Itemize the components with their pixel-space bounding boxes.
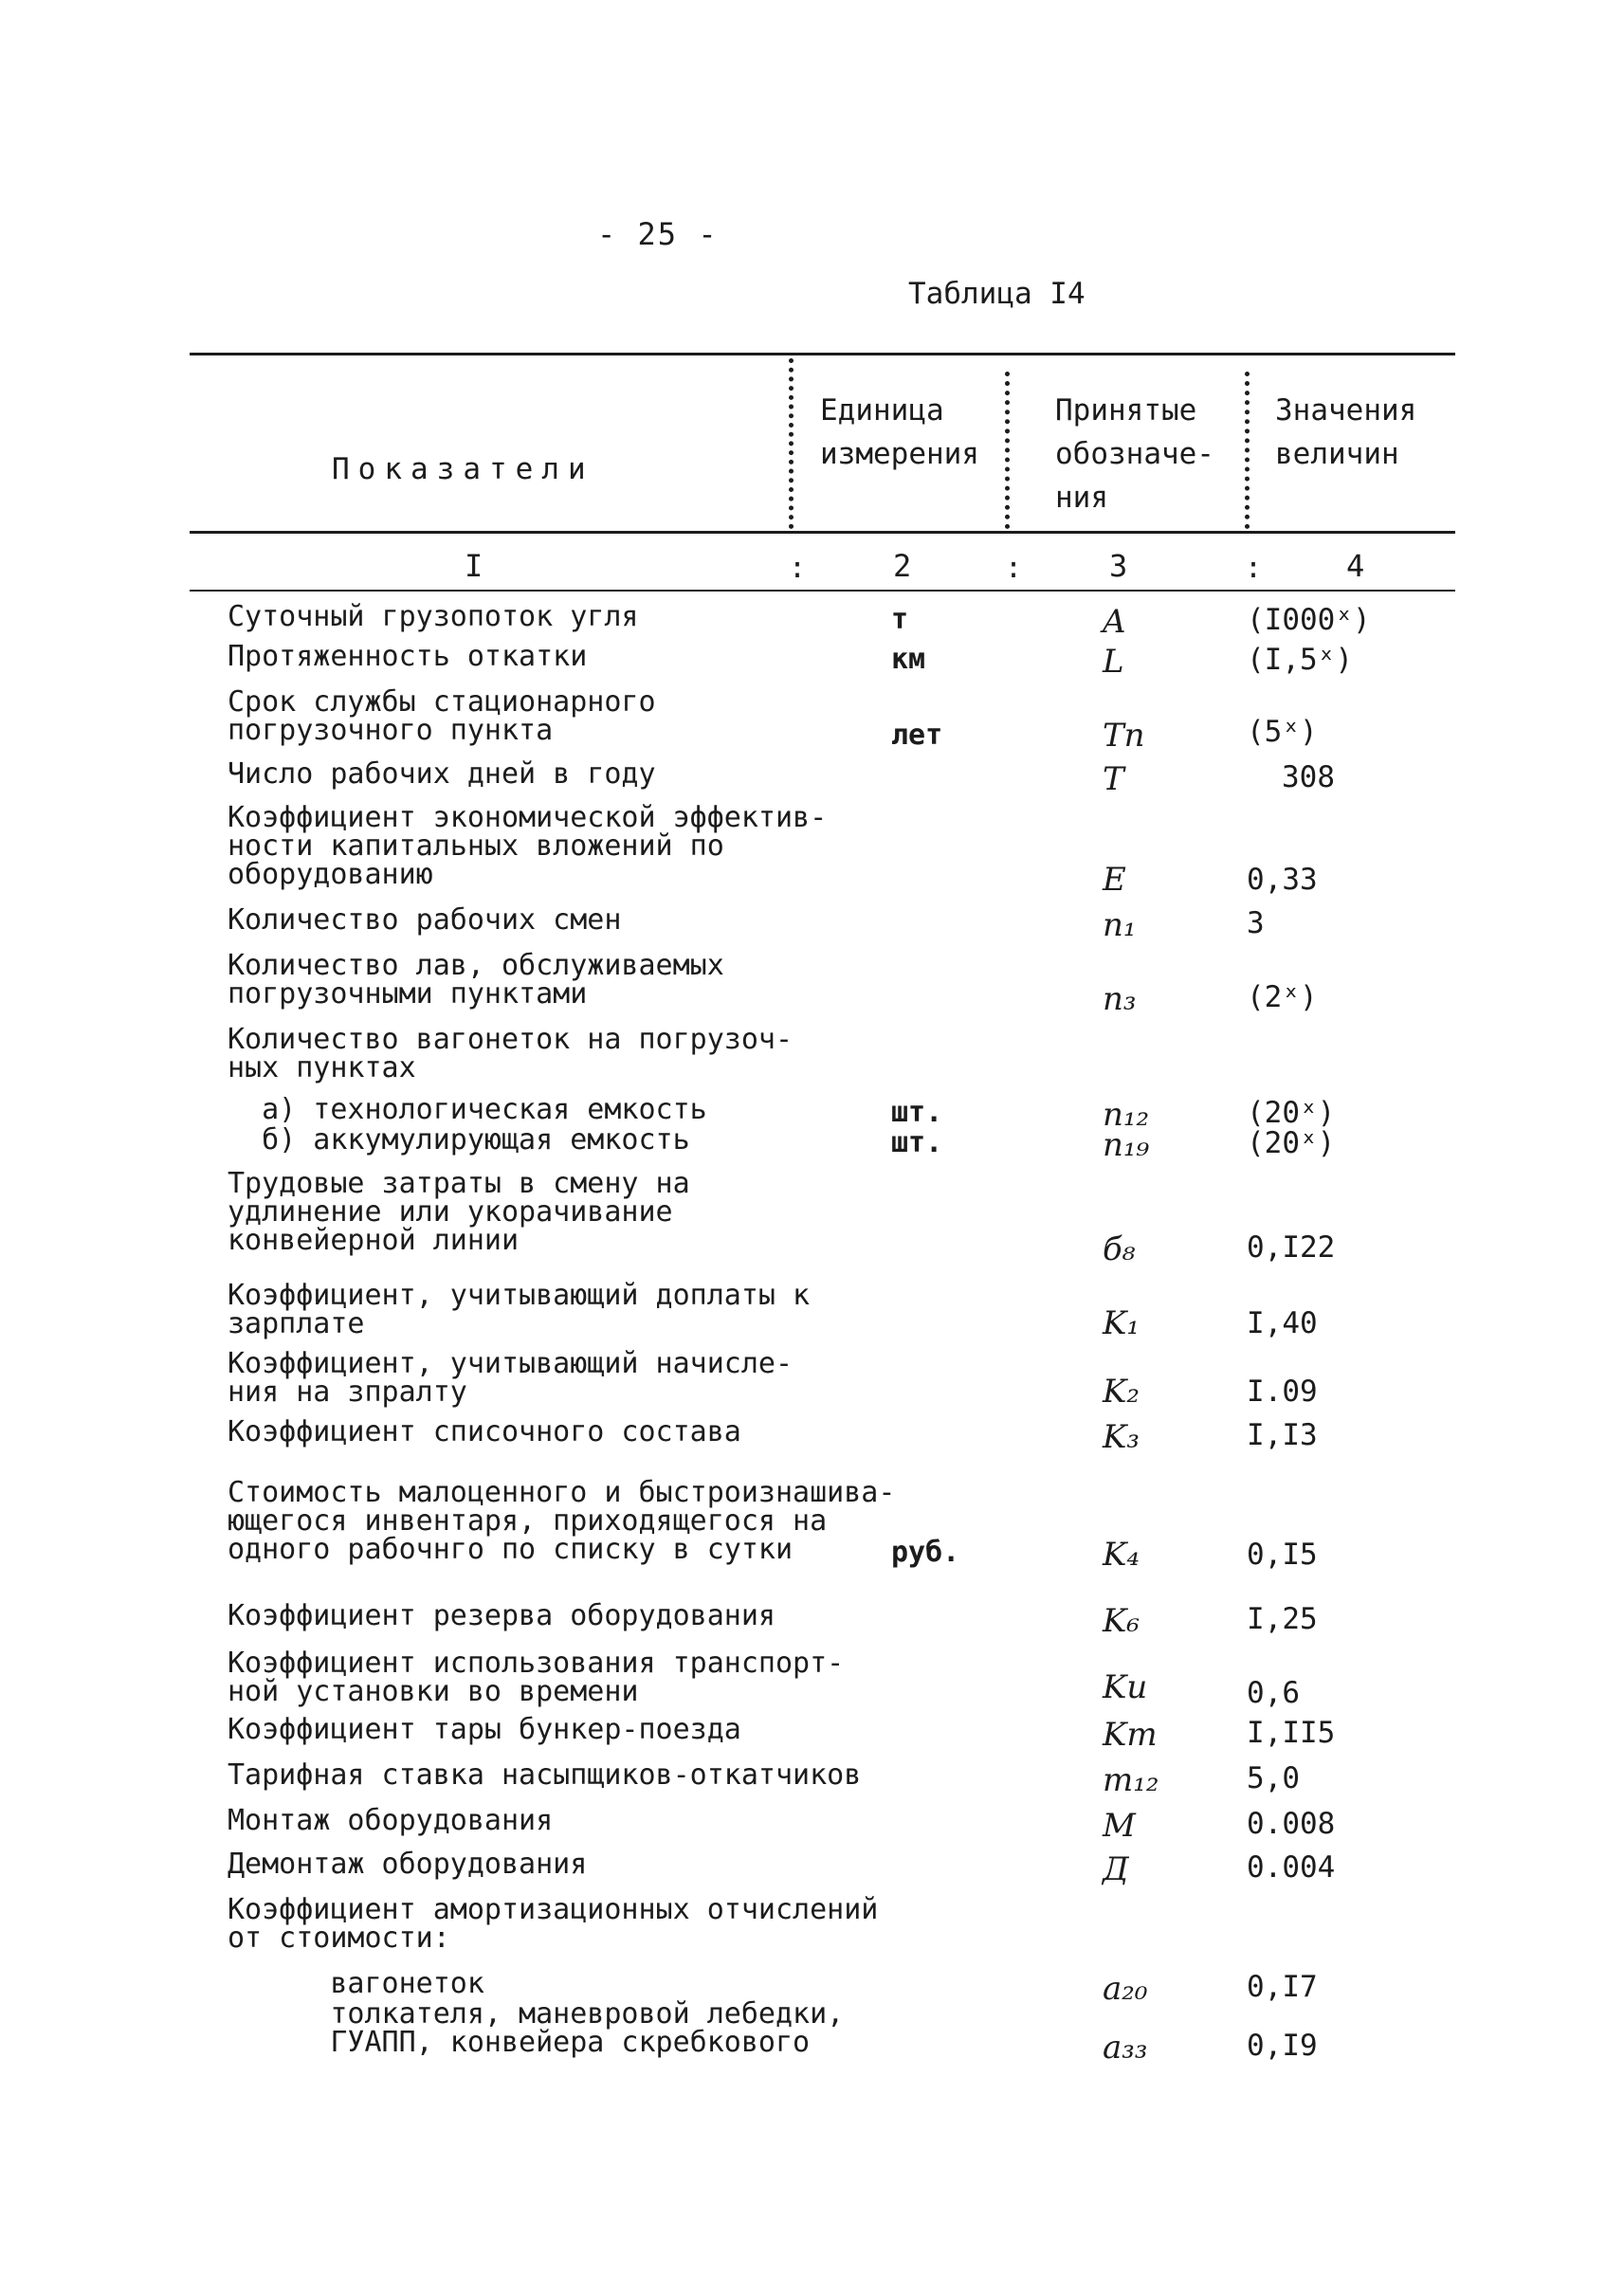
column-separator (1245, 372, 1250, 529)
column-number-separator: : (1005, 552, 1023, 585)
row-symbol: Kи (1103, 1668, 1148, 1706)
row-symbol: a₂₀ (1103, 1970, 1148, 2008)
header-rule (190, 531, 1455, 534)
row-value: 0,I9 (1247, 2029, 1318, 2063)
row-value: I,I3 (1247, 1418, 1318, 1452)
row-symbol: Д (1103, 1850, 1129, 1888)
number-rule (190, 590, 1455, 592)
row-label: Коэффициент списочного состава (228, 1415, 741, 1448)
top-rule (190, 353, 1455, 355)
column-number-separator: : (789, 552, 807, 585)
row-value: 0,6 (1247, 1676, 1300, 1710)
row-label: Демонтаж оборудования (228, 1848, 588, 1881)
table-title: Таблица I4 (908, 277, 1086, 311)
row-symbol: n₁₂ (1103, 1096, 1150, 1134)
row-unit: шт. (891, 1126, 943, 1159)
row-symbol: M (1103, 1807, 1136, 1845)
row-value: I.09 (1247, 1375, 1318, 1409)
row-label: вагонеток (228, 1967, 484, 2000)
page-number: - 25 - (597, 216, 719, 252)
row-label: Тарифная ставка насыпщиков-откатчиков (228, 1758, 862, 1792)
row-symbol: L (1103, 643, 1124, 681)
row-label: Коэффициент использования транспорт- ной установки во времени (228, 1647, 845, 1708)
column-separator (789, 358, 794, 529)
row-label: Коэффициент тары бункер-поезда (228, 1713, 741, 1746)
row-symbol: б₈ (1103, 1230, 1136, 1268)
row-value: 0.004 (1247, 1850, 1336, 1885)
row-value: 0,I7 (1247, 1970, 1318, 2004)
row-symbol: n₁ (1103, 906, 1137, 944)
row-label: Коэффициент, учитывающий доплаты к зарплате (228, 1279, 811, 1340)
row-value: 0,I22 (1247, 1230, 1336, 1265)
row-label: Коэффициент экономической эффектив- ности капитальных вложений по оборудованию (228, 801, 828, 891)
column-number-4: 4 (1346, 548, 1365, 584)
column-number-1: I (465, 548, 484, 584)
row-label: Коэффициент, учитывающий начисле- ния на зпралту (228, 1347, 794, 1409)
header-unit: Единица измерения (820, 393, 979, 471)
row-label: толкателя, маневровой лебедки, ГУАПП, конвейера скребкового (330, 1997, 845, 2059)
row-value: 308 (1282, 760, 1335, 794)
row-label: Протяженность откатки (228, 640, 588, 673)
row-value: (I000ˣ) (1247, 603, 1371, 637)
header-value: Значения величин (1275, 393, 1417, 471)
row-unit: шт. (891, 1096, 943, 1129)
row-symbol: Tп (1103, 717, 1145, 755)
row-label: Количество рабочих смен (228, 903, 622, 937)
column-number-3: 3 (1109, 548, 1128, 584)
row-label: Коэффициент резерва оборудования (228, 1599, 776, 1632)
row-label: Коэффициент амортизационных отчислений от стоимости: (228, 1893, 879, 1955)
row-symbol: n₁₉ (1103, 1126, 1150, 1164)
row-value: (20ˣ) (1247, 1126, 1336, 1160)
row-value: 5,0 (1247, 1761, 1300, 1795)
row-symbol: a₃₃ (1103, 2029, 1148, 2067)
row-value: 0.008 (1247, 1807, 1336, 1841)
row-symbol: T (1103, 760, 1124, 798)
column-separator (1005, 372, 1010, 529)
row-label: Трудовые затраты в смену на удлинение или укорачивание конвейерной линии (228, 1167, 690, 1257)
column-number-separator: : (1245, 552, 1263, 585)
row-label: Количество вагонеток на погрузоч- ных пунктах (228, 1023, 794, 1084)
row-symbol: K₄ (1103, 1536, 1140, 1574)
row-label: Монтаж оборудования (228, 1804, 554, 1837)
row-label: Количество лав, обслуживаемых погрузочными пунктами (228, 949, 724, 1011)
row-label: Срок службы стационарного погрузочного пункта (228, 685, 656, 747)
row-value: (2ˣ) (1247, 980, 1318, 1014)
row-symbol: Kт (1103, 1716, 1158, 1754)
row-unit: т (891, 603, 909, 636)
row-value: (I,5ˣ) (1247, 643, 1353, 677)
row-value: I,II5 (1247, 1716, 1336, 1750)
row-symbol: K₂ (1103, 1373, 1140, 1411)
row-value: 0,I5 (1247, 1538, 1318, 1572)
row-symbol: m₁₂ (1103, 1761, 1159, 1799)
row-symbol: K₆ (1103, 1602, 1140, 1640)
row-symbol: n₃ (1103, 980, 1137, 1018)
header-symbol: Принятые обозначе- ния (1055, 393, 1214, 515)
row-label: Суточный грузопоток угля (228, 600, 639, 633)
header-indicators: Показатели (332, 452, 594, 486)
row-label: б) аккумулирующая емкость (228, 1123, 690, 1157)
row-value: 3 (1247, 906, 1265, 940)
row-symbol: E (1103, 861, 1126, 899)
row-symbol: K₃ (1103, 1418, 1140, 1456)
row-unit: руб. (891, 1536, 960, 1569)
row-value: (5ˣ) (1247, 715, 1318, 749)
row-label: Стоимость малоценного и быстроизнашива- ющегося инвентаря, приходящегося на одного рабочнго по списку в сутки (228, 1476, 896, 1566)
row-label: Число рабочих дней в году (228, 757, 656, 791)
row-unit: км (891, 643, 926, 676)
row-value: 0,33 (1247, 863, 1318, 897)
row-value: I,25 (1247, 1602, 1318, 1636)
row-symbol: K₁ (1103, 1304, 1140, 1342)
row-symbol: A (1103, 603, 1126, 641)
row-value: (20ˣ) (1247, 1096, 1336, 1130)
row-label: а) технологическая емкость (228, 1093, 707, 1126)
row-value: I,40 (1247, 1306, 1318, 1340)
row-unit: лет (891, 719, 943, 752)
column-number-2: 2 (893, 548, 912, 584)
